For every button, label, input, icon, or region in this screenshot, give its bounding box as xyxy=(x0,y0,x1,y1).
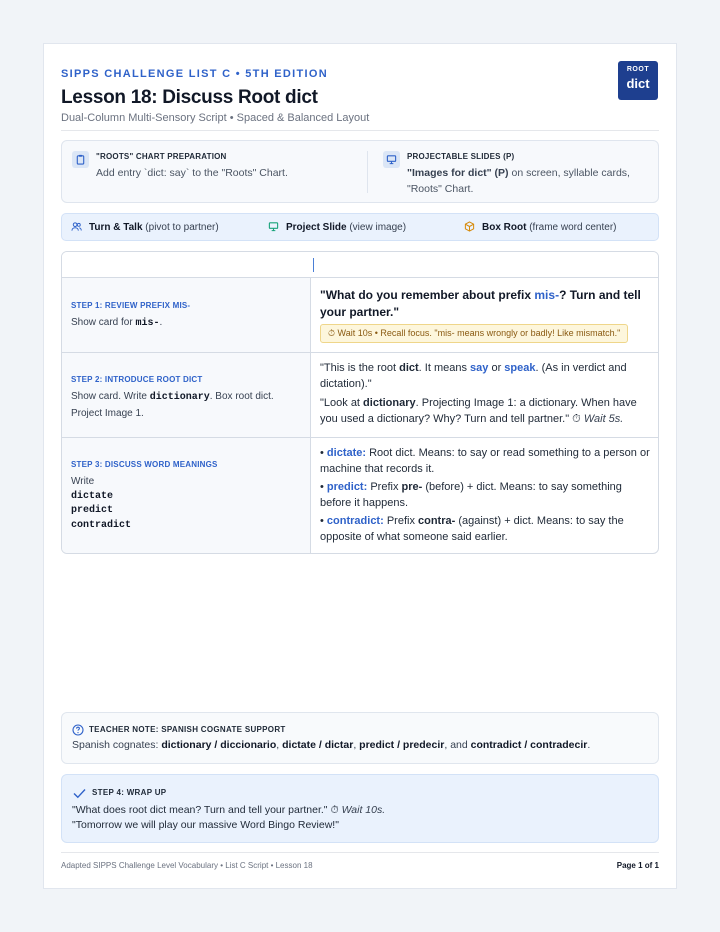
word-meaning-dictate: • dictate: Root dict. Means: to say or read something to a person or machine that records it. xyxy=(320,447,650,475)
stopwatch-icon: ⏱ xyxy=(330,804,339,816)
monitor-icon xyxy=(268,221,279,232)
prep-heading: PROJECTABLE SLIDES (P) xyxy=(407,152,515,161)
table-row-step-2 xyxy=(62,353,658,438)
box-icon xyxy=(464,221,475,232)
footer-divider xyxy=(61,852,659,853)
wait-callout: ⏱ Wait 10s • Recall focus. "mis- means wrongly or badly! Like mismatch." xyxy=(320,324,628,343)
wrap-heading: STEP 4: WRAP UP xyxy=(92,788,167,797)
word-item: predict xyxy=(71,505,114,516)
note-text: Spanish cognates: dictionary / diccionario, dictate / dictar, predict / predecir, and contradict / contradecir. xyxy=(72,739,591,751)
prep-heading: "ROOTS" CHART PREPARATION xyxy=(96,152,227,161)
stopwatch-icon: ⏱ xyxy=(572,412,581,425)
wrap-up-panel xyxy=(61,774,659,843)
word-meaning-predict: • predict: Prefix pre- (before) + dict. Means: to say something before it happens. xyxy=(320,481,622,509)
prep-text xyxy=(407,165,637,197)
users-icon xyxy=(71,221,82,232)
root-badge-label: ROOT xyxy=(626,66,650,73)
teacher-action-cell xyxy=(62,353,310,437)
teacher-script-cell xyxy=(311,353,658,437)
legend-label: Box Root xyxy=(482,222,527,233)
text-cursor xyxy=(313,258,314,272)
legend-desc: (view image) xyxy=(346,222,407,233)
page-subtitle: Dual-Column Multi-Sensory Script • Spaced & Balanced Layout xyxy=(61,112,370,124)
legend-desc: (frame word center) xyxy=(526,222,617,233)
check-icon xyxy=(73,786,86,804)
stopwatch-icon: ⏱ xyxy=(328,328,336,338)
legend-item-project-slide xyxy=(268,221,406,233)
page-number: Page 1 of 1 xyxy=(616,861,659,870)
word-meaning-contradict: • contradict: Prefix contra- (against) + dict. Means: to say the opposite of what someone said earlier. xyxy=(320,515,624,543)
teacher-script-cell xyxy=(311,438,658,554)
legend-desc: (pivot to partner) xyxy=(142,222,219,233)
teacher-action-cell xyxy=(62,438,310,554)
legend-item-box-root xyxy=(464,221,616,233)
teacher-action: Show card for mis-. xyxy=(71,317,163,329)
step-label: STEP 1: REVIEW PREFIX MIS- xyxy=(71,301,191,310)
monitor-icon xyxy=(383,151,400,168)
word-item: dictate xyxy=(71,490,114,502)
lesson-page xyxy=(43,43,677,889)
teacher-script-line-2: "Look at dictionary. Projecting Image 1: a dictionary. When have you used a dictionary? Why? Turn and tell partner." ⏱ Wait 5s. xyxy=(320,397,637,425)
wrap-text: "What does root dict mean? Turn and tell your partner." ⏱ Wait 10s. "Tomorrow we will play our massive Word Bingo Review!" xyxy=(72,804,386,831)
column-divider xyxy=(310,278,311,553)
note-heading: TEACHER NOTE: SPANISH COGNATE SUPPORT xyxy=(89,725,286,734)
slides-title: "Images for dict" (P) xyxy=(407,167,509,179)
teacher-action-cell xyxy=(62,278,310,352)
header-divider xyxy=(61,130,659,131)
teacher-action: Show card. Write dictionary. Box root dict. Project Image 1. xyxy=(71,391,274,419)
teacher-script-line-1: "This is the root dict. It means say or speak. (As in verdict and dictation)." xyxy=(320,362,627,390)
prep-panel xyxy=(61,140,659,203)
legend-label: Turn & Talk xyxy=(89,222,143,233)
step-label: STEP 2: INTRODUCE ROOT DICT xyxy=(71,375,203,384)
teacher-note xyxy=(61,712,659,764)
clipboard-icon xyxy=(72,151,89,168)
root-badge-value: dict xyxy=(626,76,650,91)
table-row-step-1 xyxy=(62,278,658,353)
teacher-action: Write dictate predict contradict xyxy=(71,475,301,533)
slides-desc: on screen, syllable cards, "Roots" Chart. xyxy=(407,167,630,195)
root-badge xyxy=(618,61,658,100)
table-row-step-3 xyxy=(62,438,658,554)
series-label: SIPPS CHALLENGE LIST C • 5TH EDITION xyxy=(61,68,329,80)
legend-label: Project Slide xyxy=(286,222,347,233)
word-item: contradict xyxy=(71,519,132,531)
table-header xyxy=(62,252,658,278)
icon-legend xyxy=(61,213,659,241)
step-label: STEP 3: DISCUSS WORD MEANINGS xyxy=(71,460,218,469)
teacher-script-cell xyxy=(311,278,658,352)
prep-text: Add entry `dict: say` to the "Roots" Chart. xyxy=(96,167,288,179)
legend-item-turn-talk xyxy=(71,221,219,233)
page-title: Lesson 18: Discuss Root dict xyxy=(61,87,318,108)
footer-source: Adapted SIPPS Challenge Level Vocabulary • List C Script • Lesson 18 xyxy=(61,861,313,870)
script-table xyxy=(61,251,659,554)
prep-divider xyxy=(367,151,368,193)
teacher-script: "What do you remember about prefix mis-? Turn and tell your partner." xyxy=(320,288,641,319)
